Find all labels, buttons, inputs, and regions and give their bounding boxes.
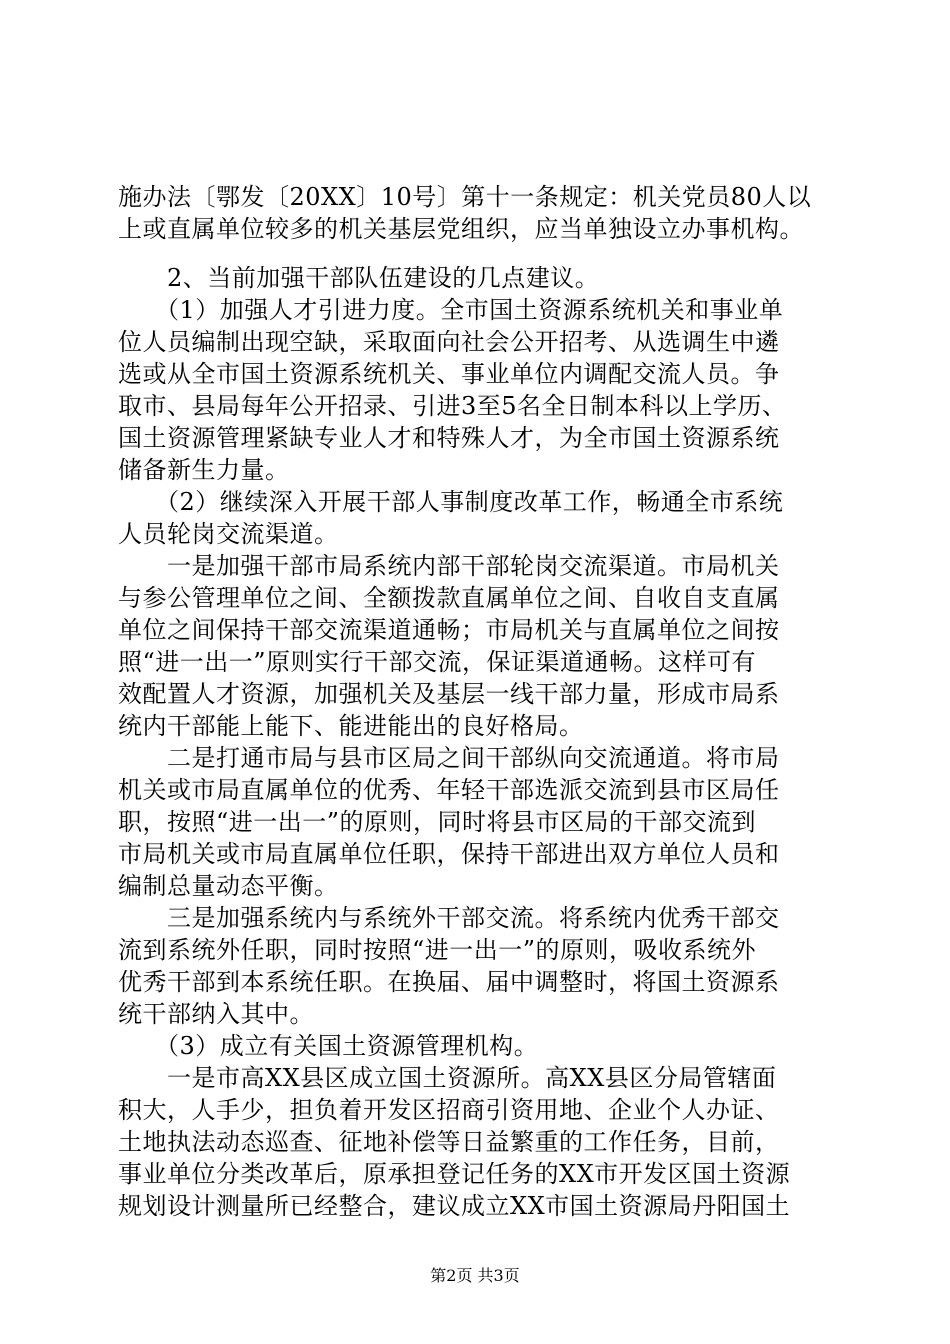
text-line: 取市、县局每年公开招录、引进3至5名全日制本科以上学历、: [118, 392, 787, 420]
text-line: 优秀干部到本系统任职。在换届、届中调整时，将国土资源系: [118, 968, 780, 996]
text-line: （2）继续深入开展干部人事制度改革工作，畅通全市系统: [118, 488, 784, 516]
text-line: 市局机关或市局直属单位任职，保持干部进出双方单位人员和: [118, 840, 780, 868]
text-line: 一是加强干部市局系统内部干部轮岗交流渠道。市局机关: [118, 552, 780, 580]
text-line: 二是打通市局与县市区局之间干部纵向交流通道。将市局: [118, 744, 780, 772]
text-line: 规划设计测量所已经整合，建议成立XX市国土资源局丹阳国土: [118, 1192, 791, 1220]
text-line: 效配置人才资源，加强机关及基层一线干部力量，形成市局系: [118, 680, 780, 708]
text-line: 位人员编制出现空缺，采取面向社会公开招考、从选调生中遴: [118, 328, 780, 356]
text-line: 与参公管理单位之间、全额拨款直属单位之间、自收自支直属: [118, 584, 780, 612]
text-line: 机关或市局直属单位的优秀、年轻干部选派交流到县市区局任: [118, 776, 780, 804]
text-line: 流到系统外任职，同时按照“进一出一”的原则，吸收系统外: [118, 936, 757, 964]
text-line: 三是加强系统内与系统外干部交流。将系统内优秀干部交: [118, 904, 780, 932]
text-line: 2、当前加强干部队伍建设的几点建议。: [118, 264, 600, 292]
text-line: 储备新生力量。: [118, 456, 290, 484]
text-line: 施办法〔鄂发〔20XX〕10号〕第十一条规定：机关党员80人以: [118, 183, 812, 211]
text-line: 单位之间保持干部交流渠道通畅；市局机关与直属单位之间按: [118, 616, 780, 644]
text-line: 编制总量动态平衡。: [118, 872, 339, 900]
text-line: 事业单位分类改革后，原承担登记任务的XX市开发区国土资源: [118, 1160, 791, 1188]
text-line: （1）加强人才引进力度。全市国土资源系统机关和事业单: [118, 296, 784, 324]
text-line: 职，按照“进一出一”的原则，同时将县市区局的干部交流到: [118, 808, 757, 836]
text-line: 统干部纳入其中。: [118, 1000, 314, 1028]
text-line: 土地执法动态巡查、征地补偿等日益繁重的工作任务，目前，: [118, 1128, 780, 1156]
text-line: 积大，人手少，担负着开发区招商引资用地、企业个人办证、: [118, 1096, 780, 1124]
text-line: （3）成立有关国土资源管理机构。: [118, 1032, 539, 1060]
text-line: 国土资源管理紧缺专业人才和特殊人才，为全市国土资源系统: [118, 424, 780, 452]
text-line: 上或直属单位较多的机关基层党组织，应当单独设立办事机构。: [118, 215, 804, 243]
text-line: 选或从全市国土资源系统机关、事业单位内调配交流人员。争: [118, 360, 780, 388]
text-line: 统内干部能上能下、能进能出的良好格局。: [118, 712, 584, 740]
text-line: 照“进一出一”原则实行干部交流，保证渠道通畅。这样可有: [118, 648, 757, 676]
text-line: 人员轮岗交流渠道。: [118, 520, 339, 548]
page-number-footer: 第2页 共3页: [430, 1266, 520, 1285]
text-line: 一是市高XX县区成立国土资源所。高XX县区分局管辖面: [118, 1064, 777, 1092]
